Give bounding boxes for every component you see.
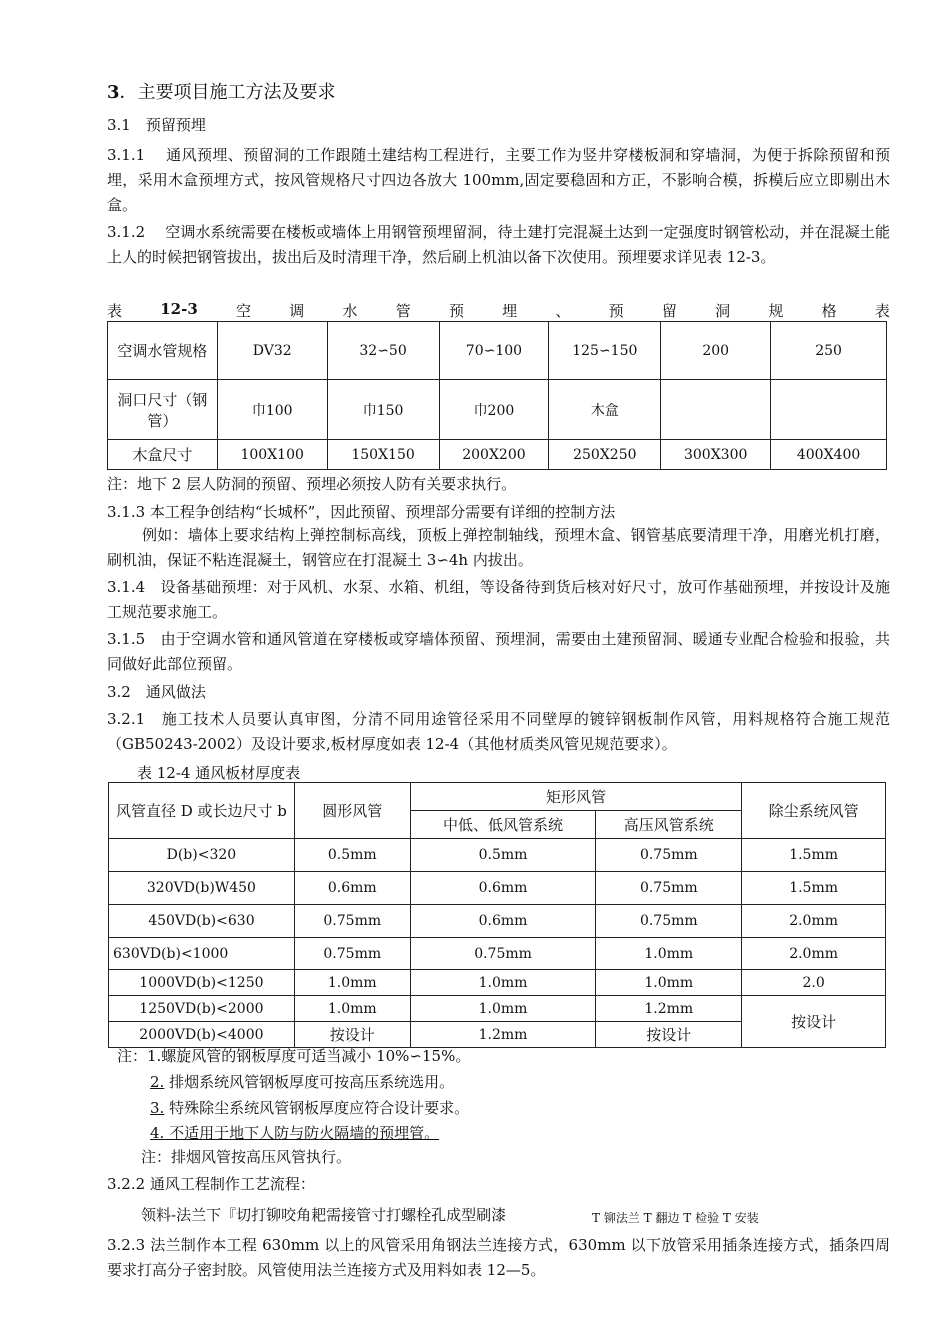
table-cell: 0.6mm [410, 872, 596, 905]
table-row [108, 380, 887, 440]
table-cell: 0.6mm [294, 872, 410, 905]
table-cell: 0.75mm [596, 839, 742, 872]
note-4 [150, 1122, 439, 1143]
table-header-row [109, 783, 886, 811]
table-cell: 1.0mm [294, 996, 410, 1022]
process-flow-tail: T 铆法兰 T 翻边 T 检验 T 安装 [592, 1211, 759, 1225]
note-2-number: 2. [150, 1073, 165, 1091]
table-cell: 450VD(b)<630 [109, 905, 295, 938]
caption-char: 预 [448, 302, 464, 320]
caption-char: 洞 [715, 302, 731, 320]
table-cell: 2.0 [742, 970, 886, 996]
caption-char: 调 [289, 302, 305, 320]
table-cell: 0.6mm [410, 905, 596, 938]
table-row [109, 905, 886, 938]
table-row [108, 322, 887, 380]
caption-number: 12-3 [160, 300, 198, 318]
header-rect-low: 中低、低风管系统 [410, 811, 596, 839]
caption-char: 埋 [502, 302, 518, 320]
section-number: 3 [107, 82, 120, 103]
table-cell [771, 380, 887, 440]
header-dust: 除尘系统风管 [742, 783, 886, 839]
subsection-3-2-title: 3.2 通风做法 [107, 683, 206, 701]
table-cell [661, 380, 771, 440]
table-12-4 [108, 782, 886, 1048]
caption-char: 、 [555, 302, 571, 320]
paragraph-3-1-3-example: 例如：墙体上要求结构上弹控制标高线，顶板上弹控制轴线，预埋木盒、钢管基底要清理干净，用磨光机打磨，刷机油，保证不粘连混凝土，钢管应在打混凝土 3∽4h 内拔出。 [107, 526, 890, 569]
table-cell: 300X300 [661, 440, 771, 470]
table-cell: DV32 [217, 322, 327, 380]
table-cell: 0.75mm [294, 905, 410, 938]
note-3-text: 特殊除尘系统风管钢板厚度应符合设计要求。 [169, 1099, 470, 1117]
section-title: ．主要项目施工方法及要求 [119, 82, 336, 103]
note-4-number: 4. [150, 1124, 165, 1142]
table-cell: 巾200 [439, 380, 549, 440]
table-row [108, 440, 887, 470]
table-cell: 100X100 [217, 440, 327, 470]
section-heading [107, 78, 336, 104]
paragraph-3-2-3: 3.2.3 法兰制作本工程 630mm 以上的风管采用角钢法兰连接方式，630mm 以下放管采用插条连接方式，插条四周要求打高分子密封胶。风管使用法兰连接方式及用料如表 12—5。 [107, 1236, 890, 1279]
caption-char: 规 [768, 302, 784, 320]
table-cell: 按设计 [596, 1022, 742, 1048]
process-flow-main: 领料-法兰下『切打铆咬角耙需接管寸打螺栓孔成型刷漆 [141, 1206, 507, 1224]
header-rect-high: 高压风管系统 [596, 811, 742, 839]
table-cell: 200X200 [439, 440, 549, 470]
paragraph-3-1-1: 3.1.1 通风预埋、预留洞的工作跟随土建结构工程进行，主要工作为竖井穿楼板洞和穿墙洞，为便于拆除预留和预埋，采用木盒预埋方式，按风管规格尺寸四边各放大 100mm,固定要稳固和方正，不影响合模，拆模后应立即剔出木盒。 [107, 146, 890, 214]
caption-char: 留 [661, 302, 677, 320]
note-3 [150, 1097, 469, 1118]
table-cell: 1.0mm [410, 996, 596, 1022]
table-cell: 125∽150 [549, 322, 661, 380]
table-cell: 32∽50 [327, 322, 439, 380]
table-cell: 200 [661, 322, 771, 380]
paragraph-3-1-2: 3.1.2 空调水系统需要在楼板或墙体上用钢管预埋留洞，待土建打完混凝土达到一定强度时钢管松动，并在混凝土能上人的时候把钢管拔出，拔出后及时清理干净，然后刷上机油以备下次使用。预埋要求详见表 12-3。 [107, 223, 890, 266]
table-cell: 巾100 [217, 380, 327, 440]
table-row [109, 839, 886, 872]
table-cell: 1250VD(b)<2000 [109, 996, 295, 1022]
paragraph-3-2-1: 3.2.1 施工技术人员要认真审图，分清不同用途管径采用不同壁厚的镀锌钢板制作风管，用料规格符合施工规范（GB50243-2002）及设计要求,板材厚度如表 12-4（其他材质类风管见规范要求）。 [107, 710, 890, 753]
header-size: 风管直径 D 或长边尺寸 b [109, 783, 295, 839]
table-cell: 1.2mm [596, 996, 742, 1022]
table-cell: 250X250 [549, 440, 661, 470]
table-cell: 1.5mm [742, 872, 886, 905]
table-cell: 按设计 [294, 1022, 410, 1048]
table-cell: 2000VD(b)<4000 [109, 1022, 295, 1048]
table-row [109, 996, 886, 1022]
table-cell: 250 [771, 322, 887, 380]
header-rect: 矩形风管 [410, 783, 742, 811]
caption-char: 预 [608, 302, 624, 320]
header-round: 圆形风管 [294, 783, 410, 839]
table-cell: 1000VD(b)<1250 [109, 970, 295, 996]
table-cell: 0.5mm [410, 839, 596, 872]
table-cell: 巾150 [327, 380, 439, 440]
note-5: 注：排烟风管按高压风管执行。 [141, 1148, 352, 1166]
paragraph-3-2-2: 3.2.2 通风工程制作工艺流程： [107, 1175, 315, 1193]
caption-char: 表 [107, 302, 123, 320]
table-cell: 木盒尺寸 [108, 440, 218, 470]
table-row [109, 970, 886, 996]
table-cell: 2.0mm [742, 938, 886, 970]
table-cell: 630VD(b)<1000 [109, 938, 295, 970]
table-cell: 洞口尺寸（钢管） [108, 380, 218, 440]
table-12-4-caption: 表 12-4 通风板材厚度表 [137, 764, 301, 782]
table-cell: 0.5mm [294, 839, 410, 872]
caption-char: 空 [236, 302, 252, 320]
table-cell: 1.2mm [410, 1022, 596, 1048]
table-row [109, 938, 886, 970]
table-row [109, 872, 886, 905]
table-cell: 1.0mm [596, 970, 742, 996]
table-cell: 1.0mm [410, 970, 596, 996]
note-2 [150, 1071, 454, 1092]
table-cell: 木盒 [549, 380, 661, 440]
note-4-text: 不适用于地下人防与防火隔墙的预埋管。 [169, 1124, 440, 1142]
table-cell: 320VD(b)W450 [109, 872, 295, 905]
table-cell-merged: 按设计 [742, 996, 886, 1048]
table-cell: D(b)<320 [109, 839, 295, 872]
caption-char: 水 [342, 302, 358, 320]
table-cell: 0.75mm [294, 938, 410, 970]
table-cell: 70∽100 [439, 322, 549, 380]
table-cell: 0.75mm [596, 872, 742, 905]
table-cell: 1.0mm [294, 970, 410, 996]
note-1: 注：1.螺旋风管的钢板厚度可适当减小 10%∽15%。 [117, 1047, 471, 1065]
table-cell: 空调水管规格 [108, 322, 218, 380]
table-cell: 0.75mm [410, 938, 596, 970]
table-cell: 1.0mm [596, 938, 742, 970]
note-table-12-3: 注：地下 2 层人防洞的预留、预埋必须按人防有关要求执行。 [107, 475, 517, 493]
caption-char: 表 [874, 302, 890, 320]
note-2-text: 排烟系统风管钢板厚度可按高压系统选用。 [169, 1073, 455, 1091]
paragraph-3-1-3: 3.1.3 本工程争创结构“长城杯”，因此预留、预埋部分需要有详细的控制方法 [107, 503, 616, 521]
table-cell: 2.0mm [742, 905, 886, 938]
table-cell: 0.75mm [596, 905, 742, 938]
table-12-3-caption [107, 300, 890, 321]
table-cell: 400X400 [771, 440, 887, 470]
table-cell: 150X150 [327, 440, 439, 470]
caption-char: 管 [395, 302, 411, 320]
caption-char: 格 [821, 302, 837, 320]
subsection-3-1-title: 3.1 预留预埋 [107, 116, 206, 134]
paragraph-3-1-4: 3.1.4 设备基础预埋：对于风机、水泵、水箱、机组，等设备待到货后核对好尺寸，放可作基础预埋，并按设计及施工规范要求施工。 [107, 578, 890, 621]
paragraph-3-1-5: 3.1.5 由于空调水管和通风管道在穿楼板或穿墙体预留、预埋洞，需要由土建预留洞、暖通专业配合检验和报验，共同做好此部位预留。 [107, 630, 890, 673]
table-cell: 1.5mm [742, 839, 886, 872]
table-12-3 [107, 321, 887, 470]
note-3-number: 3. [150, 1099, 165, 1117]
